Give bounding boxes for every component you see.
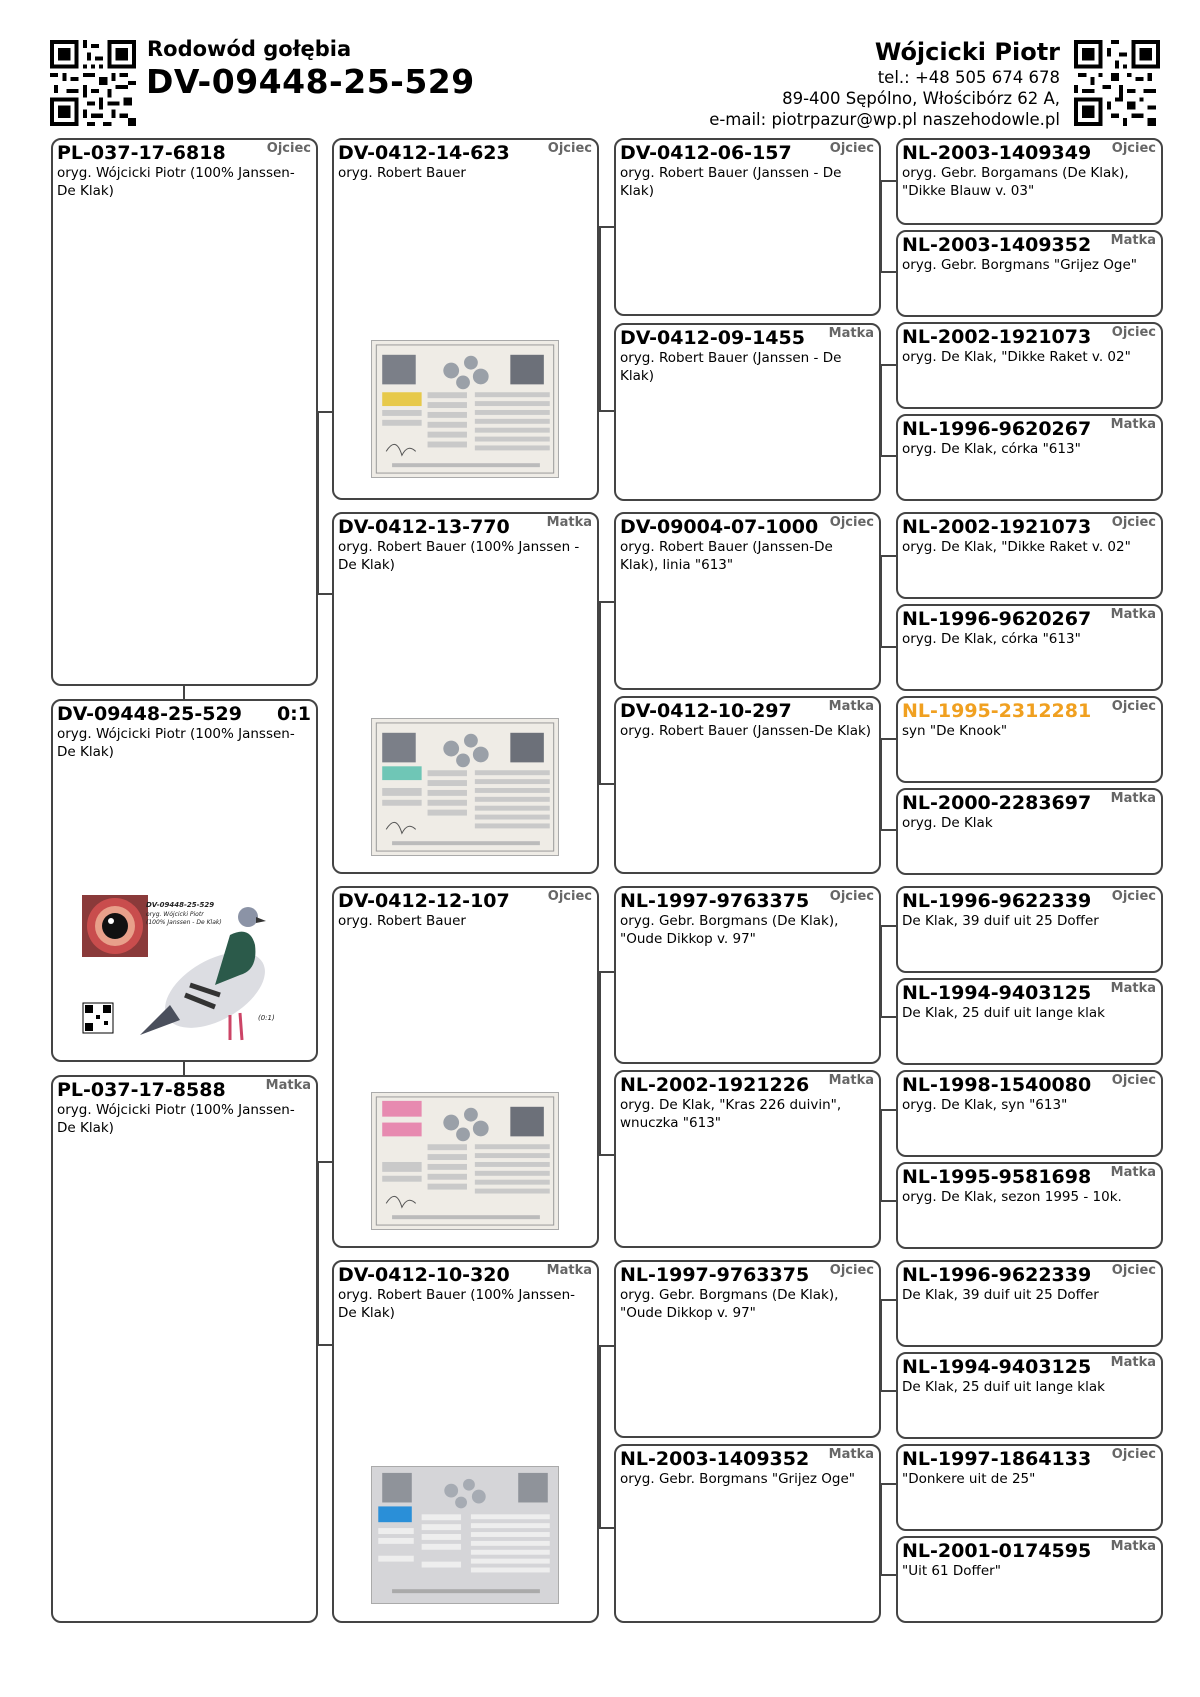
- pedigree-card-gen3-4[interactable]: [614, 696, 881, 874]
- pedigree-card-gen4-8[interactable]: [896, 788, 1163, 875]
- pigeon-description: oryg. De Klak, syn "613": [902, 1097, 1068, 1113]
- pedigree-card-gen3-8[interactable]: [614, 1444, 881, 1623]
- role-label: Matka: [828, 1447, 874, 1462]
- pedigree-card-gen3-6[interactable]: [614, 1070, 881, 1248]
- role-label: Ojciec: [1111, 889, 1156, 904]
- photo-caption-origin: (100% Janssen - De Klak): [146, 919, 222, 926]
- pedigree-card-gen4-4[interactable]: [896, 414, 1163, 501]
- ring-number: NL-1998-1540080: [902, 1074, 1092, 1096]
- pigeon-description: "Donkere uit de 25": [902, 1471, 1036, 1487]
- score-badge: 0:1: [276, 703, 311, 725]
- ring-number: DV-0412-06-157: [620, 142, 792, 164]
- pigeon-description: oryg. Robert Bauer (100% Janssen - De Klak): [338, 539, 580, 573]
- pedigree-card-gen4-12[interactable]: [896, 1162, 1163, 1249]
- certificate-image: [371, 1466, 559, 1604]
- pedigree-card-gen3-2[interactable]: [614, 323, 881, 501]
- ring-number: NL-2002-1921226: [620, 1074, 810, 1096]
- ring-number: NL-2000-2283697: [902, 792, 1092, 814]
- pedigree-card-gen4-5[interactable]: [896, 512, 1163, 599]
- pigeon-description: oryg. Gebr. Borgmans "Grijez Oge": [620, 1471, 856, 1487]
- pigeon-description: oryg. Wójcicki Piotr (100% Janssen-De Klak): [57, 726, 295, 760]
- pedigree-card-gen4-7[interactable]: [896, 696, 1163, 783]
- ring-number: NL-1995-9581698: [902, 1166, 1092, 1188]
- ring-number: NL-1997-9763375: [620, 890, 810, 912]
- owner-name: Wójcicki Piotr: [874, 38, 1060, 66]
- role-label: Matka: [1110, 607, 1156, 622]
- role-label: Ojciec: [1111, 1263, 1156, 1278]
- owner-contact: e-mail: piotrpazur@wp.pl naszehodowle.pl: [709, 110, 1060, 129]
- role-label: Matka: [1110, 1165, 1156, 1180]
- ring-number: NL-2003-1409352: [902, 234, 1092, 256]
- pigeon-photo: [80, 895, 280, 1050]
- role-label: Ojciec: [829, 515, 874, 530]
- pedigree-card-father[interactable]: [51, 138, 318, 686]
- pigeon-description: oryg. Robert Bauer (Janssen-De Klak): [620, 723, 872, 739]
- role-label: Matka: [1110, 1355, 1156, 1370]
- pigeon-description: oryg. De Klak, "Dikke Raket v. 02": [902, 539, 1131, 555]
- ring-number: DV-0412-10-320: [338, 1264, 510, 1286]
- role-label: Ojciec: [829, 141, 874, 156]
- photo-caption-ring: DV-09448-25-529: [146, 901, 215, 909]
- certificate-image: [371, 1092, 559, 1230]
- pedigree-card-gen3-5[interactable]: [614, 886, 881, 1064]
- pedigree-card-gen4-16[interactable]: [896, 1536, 1163, 1623]
- pigeon-description: oryg. Robert Bauer (Janssen-De Klak), linia "613": [620, 539, 833, 573]
- photo-caption-owner: oryg. Wójcicki Piotr: [146, 911, 204, 918]
- pigeon-description: oryg. Gebr. Borgamans (De Klak), "Dikke Blauw v. 03": [902, 165, 1129, 199]
- pedigree-card-gen4-14[interactable]: [896, 1352, 1163, 1439]
- pigeon-description: oryg. De Klak: [902, 815, 993, 831]
- ring-number: NL-1997-1864133: [902, 1448, 1092, 1470]
- pigeon-description: De Klak, 39 duif uit 25 Doffer: [902, 913, 1099, 929]
- role-label: Matka: [828, 1073, 874, 1088]
- pedigree-card-gen4-2[interactable]: [896, 230, 1163, 317]
- role-label: Ojciec: [266, 141, 311, 156]
- role-label: Ojciec: [1111, 699, 1156, 714]
- pigeon-description: oryg. Robert Bauer (Janssen - De Klak): [620, 165, 842, 199]
- ring-number: DV-09448-25-529: [57, 703, 242, 725]
- role-label: Ojciec: [1111, 141, 1156, 156]
- pigeon-description: oryg. De Klak, sezon 1995 - 10k.: [902, 1189, 1122, 1205]
- role-label: Matka: [1110, 233, 1156, 248]
- role-label: Matka: [828, 326, 874, 341]
- role-label: Matka: [1110, 1539, 1156, 1554]
- pigeon-description: De Klak, 25 duif uit lange klak: [902, 1379, 1105, 1395]
- ring-number: DV-0412-12-107: [338, 890, 510, 912]
- pedigree-card-mother[interactable]: [51, 1075, 318, 1623]
- pedigree-card-gen3-7[interactable]: [614, 1260, 881, 1438]
- pigeon-description: De Klak, 39 duif uit 25 Doffer: [902, 1287, 1099, 1303]
- ring-number: NL-2002-1921073: [902, 516, 1092, 538]
- owner-block: [709, 37, 1060, 130]
- role-label: Matka: [828, 699, 874, 714]
- pigeon-description: oryg. Wójcicki Piotr (100% Janssen-De Klak): [57, 1102, 295, 1136]
- ring-number: NL-1996-9620267: [902, 608, 1092, 630]
- pedigree-card-gen4-6[interactable]: [896, 604, 1163, 691]
- ring-number: DV-0412-13-770: [338, 516, 510, 538]
- pigeon-description: syn "De Knook": [902, 723, 1008, 739]
- ring-number: PL-037-17-6818: [57, 142, 226, 164]
- ring-number: DV-0412-10-297: [620, 700, 792, 722]
- role-label: Matka: [546, 515, 592, 530]
- pedigree-card-gen3-1[interactable]: [614, 138, 881, 316]
- ring-number: NL-1996-9622339: [902, 1264, 1092, 1286]
- role-label: Ojciec: [1111, 325, 1156, 340]
- owner-address: 89-400 Sępólno, Włościbórz 62 A,: [782, 89, 1060, 108]
- ring-number: DV-0412-09-1455: [620, 327, 805, 349]
- ring-number: NL-1994-9403125: [902, 982, 1092, 1004]
- role-label: Ojciec: [829, 1263, 874, 1278]
- pigeon-description: oryg. Gebr. Borgmans "Grijez Oge": [902, 257, 1138, 273]
- role-label: Ojciec: [547, 141, 592, 156]
- role-label: Ojciec: [829, 889, 874, 904]
- document-subtitle: Rodowód gołębia: [147, 37, 352, 61]
- ring-number: NL-2002-1921073: [902, 326, 1092, 348]
- pigeon-description: oryg. Gebr. Borgmans (De Klak), "Oude Dikkop v. 97": [620, 913, 839, 947]
- pigeon-description: oryg. Robert Bauer: [338, 913, 466, 929]
- ring-number: NL-1997-9763375: [620, 1264, 810, 1286]
- ring-number: DV-09004-07-1000: [620, 516, 819, 538]
- pigeon-description: oryg. Robert Bauer (100% Janssen-De Klak): [338, 1287, 575, 1321]
- pedigree-card-gen4-10[interactable]: [896, 978, 1163, 1065]
- pedigree-card-gen4-1[interactable]: [896, 138, 1163, 225]
- role-label: Ojciec: [1111, 1073, 1156, 1088]
- pedigree-card-gen4-3[interactable]: [896, 322, 1163, 409]
- role-label: Matka: [1110, 791, 1156, 806]
- role-label: Ojciec: [547, 889, 592, 904]
- certificate-image: [371, 340, 559, 478]
- pigeon-description: oryg. De Klak, córka "613": [902, 441, 1081, 457]
- role-label: Matka: [1110, 417, 1156, 432]
- role-label: Matka: [1110, 981, 1156, 996]
- pigeon-description: oryg. Robert Bauer (Janssen - De Klak): [620, 350, 842, 384]
- photo-tag: (0:1): [258, 1014, 275, 1022]
- pigeon-description: oryg. Gebr. Borgmans (De Klak), "Oude Dikkop v. 97": [620, 1287, 839, 1321]
- pedigree-card-gen4-9[interactable]: [896, 886, 1163, 973]
- role-label: Ojciec: [1111, 515, 1156, 530]
- pigeon-description: oryg. De Klak, córka "613": [902, 631, 1081, 647]
- qr-code-icon: [50, 40, 136, 126]
- eye-photo: [82, 895, 148, 957]
- ring-number: NL-2001-0174595: [902, 1540, 1092, 1562]
- pigeon-description: oryg. De Klak, "Dikke Raket v. 02": [902, 349, 1131, 365]
- ring-number: NL-2003-1409349: [902, 142, 1092, 164]
- pigeon-description: oryg. Robert Bauer: [338, 165, 466, 181]
- owner-phone: tel.: +48 505 674 678: [877, 68, 1060, 87]
- role-label: Matka: [265, 1078, 311, 1093]
- pedigree-card-gen4-11[interactable]: [896, 1070, 1163, 1157]
- ring-number: PL-037-17-8588: [57, 1079, 226, 1101]
- ring-number: NL-1996-9622339: [902, 890, 1092, 912]
- certificate-image: [371, 718, 559, 856]
- pigeon-description: De Klak, 25 duif uit lange klak: [902, 1005, 1105, 1021]
- pedigree-card-gen4-15[interactable]: [896, 1444, 1163, 1531]
- ring-number: NL-1996-9620267: [902, 418, 1092, 440]
- ring-number: NL-2003-1409352: [620, 1448, 810, 1470]
- ring-number: NL-1994-9403125: [902, 1356, 1092, 1378]
- ring-number: DV-0412-14-623: [338, 142, 510, 164]
- role-label: Matka: [546, 1263, 592, 1278]
- ring-number: NL-1995-2312281: [902, 700, 1092, 722]
- pigeon-description: oryg. Wójcicki Piotr (100% Janssen-De Klak): [57, 165, 295, 199]
- pigeon-description: "Uit 61 Doffer": [902, 1563, 1001, 1579]
- page-title: DV-09448-25-529: [146, 62, 475, 101]
- pigeon-description: oryg. De Klak, "Kras 226 duivin", wnuczka "613": [620, 1097, 842, 1131]
- pedigree-card-gen3-3[interactable]: [614, 512, 881, 690]
- role-label: Ojciec: [1111, 1447, 1156, 1462]
- pedigree-card-gen4-13[interactable]: [896, 1260, 1163, 1347]
- qr-code-icon: [1074, 40, 1160, 126]
